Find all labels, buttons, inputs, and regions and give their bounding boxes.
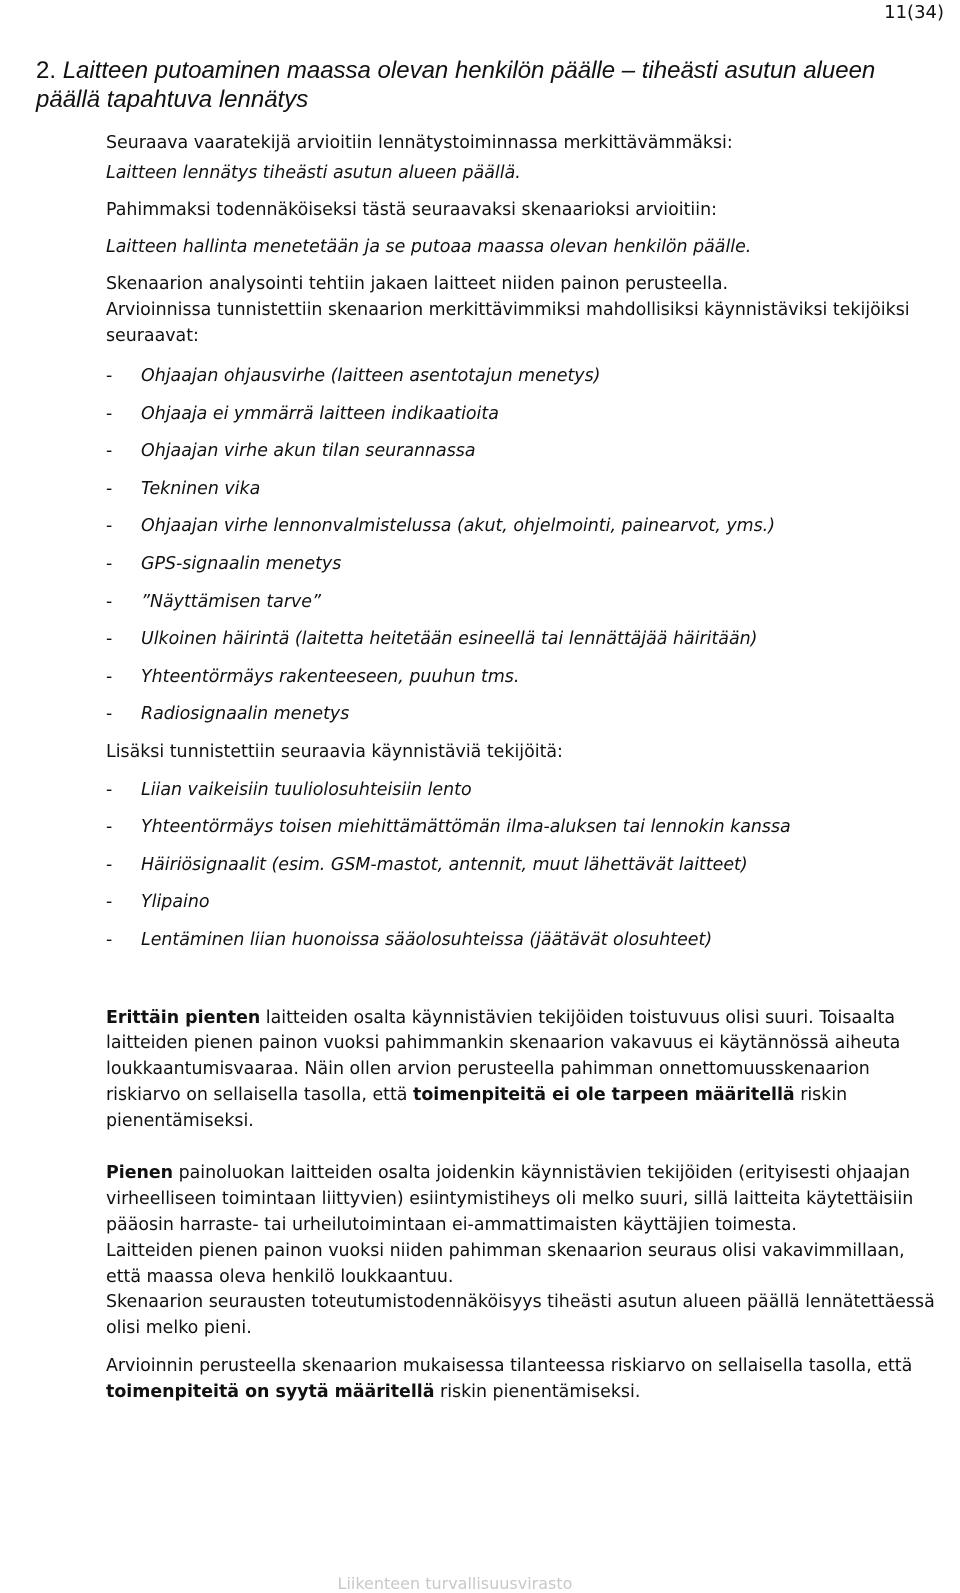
list-item: - ”Näyttämisen tarve” xyxy=(106,591,321,612)
list-item: - Yhteentörmäys toisen miehittämättömän ilma-aluksen tai lennokin kanssa xyxy=(106,817,791,838)
list-item: - Liian vaikeisiin tuuliolosuhteisiin lento xyxy=(106,779,472,800)
list-item: - Yhteentörmäys rakenteeseen, puuhun tms. xyxy=(106,666,520,687)
very-small-devices-paragraph: Erittäin pienten laitteiden osalta käynnistävien tekijöiden toistuvuus olisi suuri. Toisaalta laitteiden pienen painon vuoksi pahimmankin skenaarion vakavuus ei käytännössä aiheuta loukkaantumisvaaraa. Näin ollen arvion perusteella pahimman onnettomuusskenaarion riskiarvo on sellaisella tasolla, että toimenpiteitä ei ole tarpeen määritellä riskin pienentämiseksi. xyxy=(106,1007,901,1131)
additional-intro: Lisäksi tunnistettiin seuraavia käynnistäviä tekijöitä: xyxy=(106,741,563,762)
causes-list xyxy=(106,358,946,734)
section-number: 2. xyxy=(36,57,57,84)
footer-organization: Liikenteen turvallisuusvirasto xyxy=(337,1574,573,1593)
intro-line-3: Pahimmaksi todennäköiseksi tästä seuraavaksi skenaarioksi arvioitiin: xyxy=(106,200,717,220)
list-item: - Ohjaajan ohjausvirhe (laitteen asentotajun menetys) xyxy=(106,366,601,386)
intro-line-1: Seuraava vaaratekijä arvioitiin lennätystoiminnassa merkittävämmäksi: xyxy=(106,133,733,153)
list-item: - Ylipaino xyxy=(106,892,210,913)
small-devices-consequence: Laitteiden pienen painon vuoksi niiden pahimman skenaarion seuraus olisi vakavimmillaan, että maassa oleva henkilö loukkaantuu. xyxy=(106,1240,905,1287)
causes-intro: Arvioinnissa tunnistettiin skenaarion merkittävimmiksi mahdollisiksi käynnistäviksi tekijöiksi seuraavat: xyxy=(106,300,910,346)
list-item: - Radiosignaalin menetys xyxy=(106,704,350,725)
small-devices-paragraph: Pienen painoluokan laitteiden osalta joidenkin käynnistävien tekijöiden (erityisesti ohjaajan virheelliseen toimintaan liittyvien) esiintymistiheys oli melko suuri, sillä laitteita käytettäisiin pääosin harraste- tai urheilutoimintaan ei-ammattimaisten käyttäjien toimesta. xyxy=(106,1163,914,1236)
document-body xyxy=(106,128,946,1406)
list-item: - Lentäminen liian huonoissa sääolosuhteissa (jäätävät olosuhteet) xyxy=(106,929,713,950)
list-item: - Ohjaajan virhe lennonvalmistelussa (akut, ohjelmointi, painearvot, yms.) xyxy=(106,516,775,537)
hazard-statement: Laitteen lennätys tiheästi asutun alueen päällä. xyxy=(106,163,521,183)
list-item: - Ohjaaja ei ymmärrä laitteen indikaatioita xyxy=(106,403,499,424)
list-item: - Häiriösignaalit (esim. GSM-mastot, antennit, muut lähettävät laitteet) xyxy=(106,854,748,875)
conclusion-paragraph: Arvioinnin perusteella skenaarion mukaisessa tilanteessa riskiarvo on sellaisella tasolla, että toimenpiteitä on syytä määritellä riskin pienentämiseksi. xyxy=(106,1356,913,1402)
list-item: - Ulkoinen häirintä (laitetta heitetään esineellä tai lennättäjää häiritään) xyxy=(106,629,758,650)
list-item: - Tekninen vika xyxy=(106,478,261,499)
section-heading xyxy=(36,56,896,114)
page-number: 11(34) xyxy=(884,2,944,23)
section-title: Laitteen putoaminen maassa olevan henkilön päälle – tiheästi asutun alueen päällä tapahtuva lennätys xyxy=(36,57,876,113)
small-devices-probability: Skenaarion seurausten toteutumistodennäköisyys tiheästi asutun alueen päällä lennätettäessä olisi melko pieni. xyxy=(106,1292,935,1339)
list-item: - Ohjaajan virhe akun tilan seurannassa xyxy=(106,441,476,462)
additional-list xyxy=(106,772,946,960)
list-item: - GPS-signaalin menetys xyxy=(106,553,342,574)
worst-scenario: Laitteen hallinta menetetään ja se putoaa maassa olevan henkilön päälle. xyxy=(106,237,752,257)
analysis-statement: Skenaarion analysointi tehtiin jakaen laitteet niiden painon perusteella. xyxy=(106,274,729,294)
